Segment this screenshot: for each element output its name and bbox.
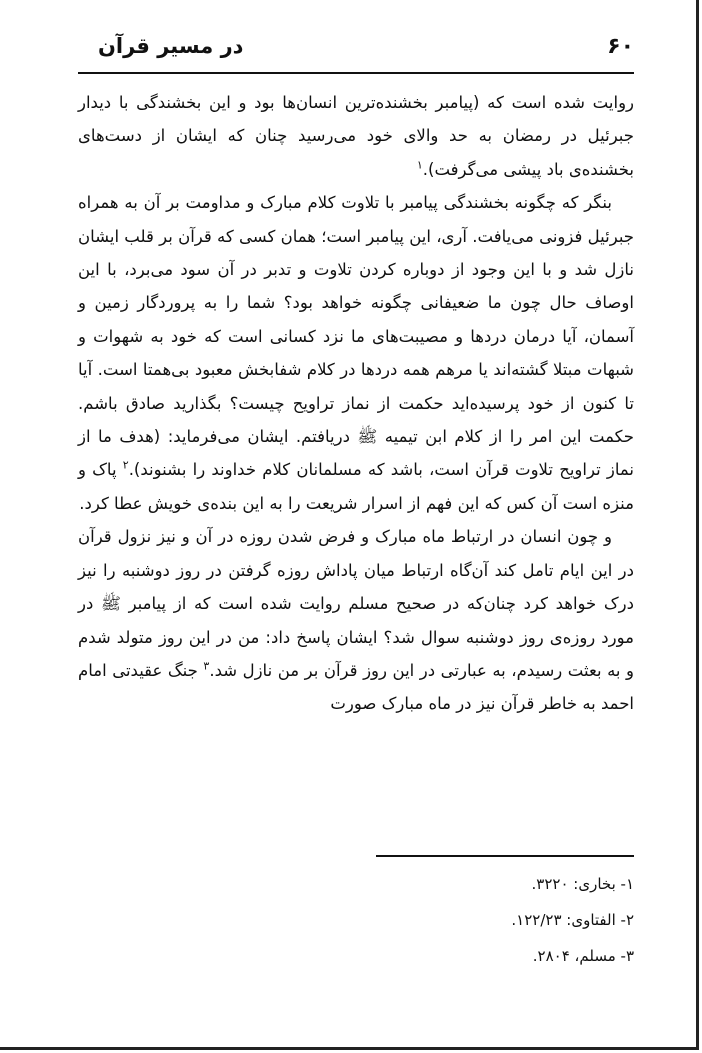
footnote-1: ۱- بخاری: ۳۲۲۰.	[531, 875, 634, 893]
page-header	[78, 34, 634, 70]
footnote-ref-3: ۳	[203, 659, 210, 673]
paragraph-3	[78, 520, 634, 720]
footnote-rule	[376, 855, 634, 857]
paragraph-2	[78, 186, 634, 520]
paragraph-2-continuation: پاک و منزه است آن کس که این فهم از اسرار شریعت را به این بنده‌ی خویش عطا کرد.	[78, 460, 634, 513]
body-text	[78, 86, 634, 721]
header-rule	[78, 72, 634, 74]
paragraph-3-continuation: جنگ عقیدتی امام احمد به خاطر قرآن نیز در ماه مبارک صورت	[78, 660, 634, 714]
paragraph-1-text: روایت شده است که (پیامبر بخشنده‌ترین انسان‌ها بود و این بخشندگی با دیدار جبرئیل در رمضان به حد والای خود می‌رسید چنان که ایشان از دست‌های بخشنده‌ی باد پیشی می‌گرفت).	[78, 93, 634, 179]
footnotes	[334, 866, 634, 974]
paragraph-1	[78, 86, 634, 186]
page-number: ۶۰	[607, 34, 634, 59]
footnote-3: ۳- مسلم، ۲۸۰۴.	[532, 947, 634, 965]
footnote-ref-1: ۱	[416, 158, 423, 172]
footnote-ref-2: ۲	[122, 458, 129, 472]
running-title: در مسیر قرآن	[98, 34, 244, 58]
paragraph-3-text: و چون انسان در ارتباط ماه مبارک و فرض شدن روزه در آن و نیز نزول قرآن در این ایام تامل کند آن‌گاه ارتباط میان پاداش روزه گرفتن در روز دوشنبه را نیز درک خواهد کرد چنان‌که در صحیح مسلم روایت شده است که از پیامبر ﷺ در مورد روزه‌ی روز دوشنبه سوال شد؟ ایشان پاسخ داد: من در این روز متولد شدم و به بعثت رسیدم، به عبارتی در این روز قرآن بر من نازل شد.	[78, 527, 635, 680]
paragraph-2-text: بنگر که چگونه بخشندگی پیامبر با تلاوت کلام مبارک و مداومت بر آن به همراه جبرئیل فزونی می‌یافت. آری، این پیامبر است؛ همان کسی که قرآن بر قلب ایشان نازل شد و با این وجود از دوباره کردن تلاوت و تدبر در آن سود می‌برد، با این اوصاف حال چون ما ضعیفانی چگونه خواهد بود؟ شما را به پروردگار زمین و آسمان، آیا درمان دردها و مصیبت‌های ما نزد کسانی است که خود به شهوات و شبهات مبتلا گشته‌اند یا مرهم همه دردها در کلام شفابخش معبود بی‌همتا است. آیا تا کنون از خود پرسیده‌اید حکمت از نماز تراویح چیست؟ بگذارید صادق باشم. حکمت این امر را از کلام ابن تیمیه ﷺ دریافتم. ایشان می‌فرماید: (هدف ما از نماز تراویح تلاوت قرآن است، باشد که مسلمانان کلام خداوند را بشنوند).	[78, 193, 635, 480]
footnote-2: ۲- الفتاوی: ۱۲۲/۲۳.	[511, 911, 634, 929]
